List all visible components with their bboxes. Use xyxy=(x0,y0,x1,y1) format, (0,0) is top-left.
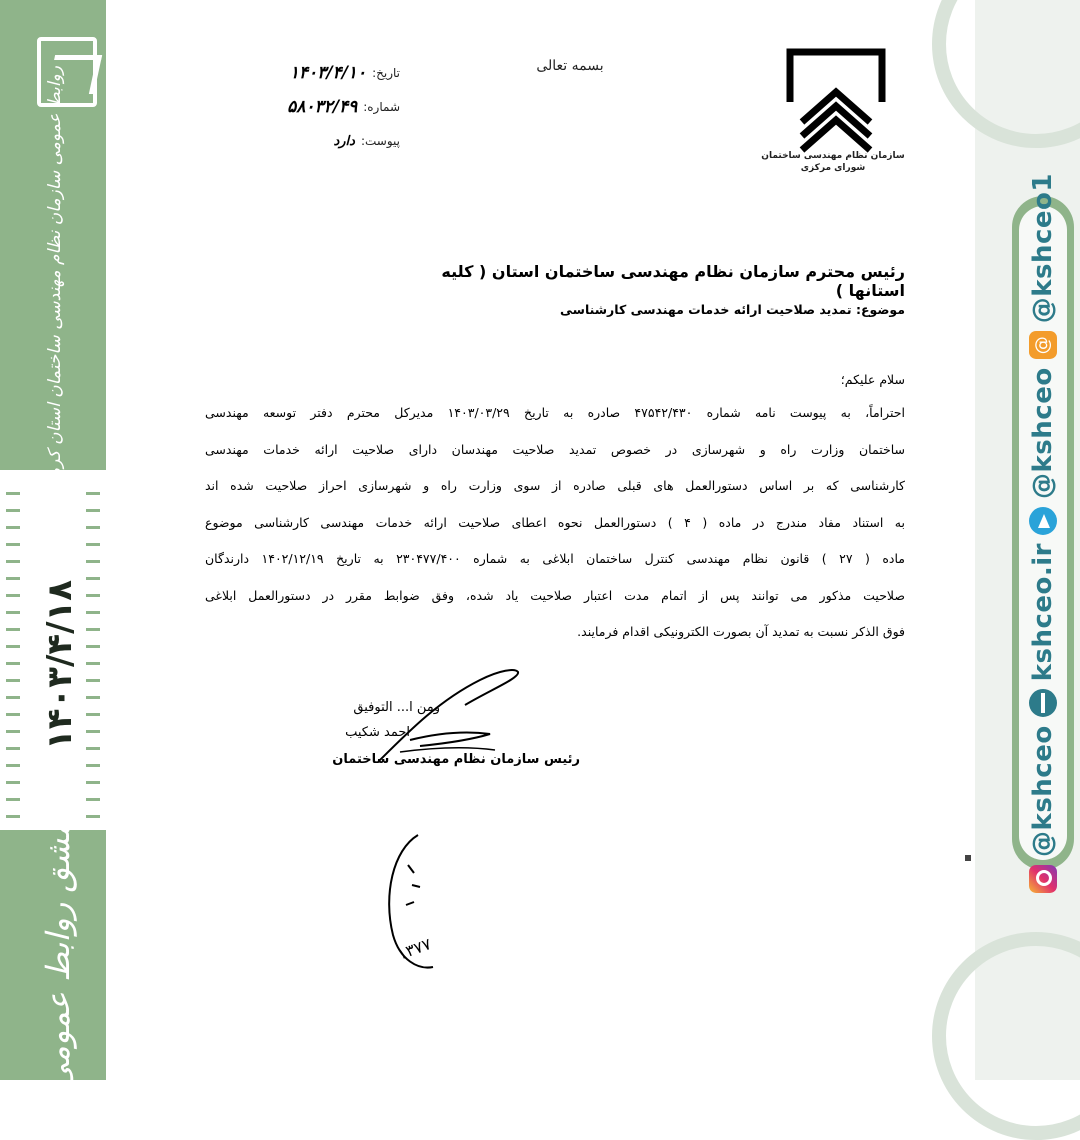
website-icon[interactable] xyxy=(1029,689,1057,717)
telegram-icon[interactable] xyxy=(1029,507,1057,535)
letter-header: بسمه تعالی xyxy=(536,58,604,74)
meta-number-row xyxy=(170,90,400,124)
organization-name: سازمان نظام مهندسی ساختمان شورای مرکزی xyxy=(761,151,905,173)
post-date-text: ۱۴۰۳/۴/۱۸ xyxy=(40,579,80,751)
letter-meta xyxy=(170,56,400,158)
attachment-label: پیوست: xyxy=(360,134,400,148)
left-bottom-caption xyxy=(16,820,100,1090)
website-link[interactable]: kshceo.ir xyxy=(1028,542,1058,682)
instagram-handle[interactable]: @kshceo xyxy=(1028,725,1058,857)
body-line: فوق الذکر نسبت به تمدید آن بصورت الکترونیکی اقدام فرمایند. xyxy=(577,624,905,639)
body-line: به استناد مفاد مندرج در ماده ( ۴ ) دستورالعمل نحوه اعطای صلاحیت ارائه خدمات مهندسی کارشناسی موضوع xyxy=(205,514,905,530)
number-value: ۵۸۰۳۲/۴۹ xyxy=(287,97,358,117)
social-links xyxy=(1019,173,1067,860)
left-top-caption-text: روابط عمومی سازمان نظام مهندسی ساختمان استان کرمانشاه xyxy=(45,65,65,516)
date-label: تاریخ: xyxy=(372,66,400,80)
body-line: کارشناسی که بر اساس دستورالعمل های قبلی صادره از سوی وزارت راه و شهرسازی احراز صلاحیت شده اند xyxy=(205,478,905,493)
letter-greeting: سلام علیکم؛ xyxy=(840,372,905,387)
date-value: ۱۴۰۳/۴/۱۰ xyxy=(289,63,367,83)
instagram-icon[interactable] xyxy=(1029,865,1057,893)
organization-logo-icon xyxy=(784,44,888,154)
left-top-caption xyxy=(40,65,70,516)
meta-date-row xyxy=(170,56,400,90)
left-bottom-caption-text: مشق روابط عمومی xyxy=(39,820,77,1090)
left-strip-dashes-right xyxy=(86,478,100,823)
eitaa-handle[interactable]: @kshceo1 xyxy=(1028,173,1058,324)
telegram-handle[interactable]: @kshceo xyxy=(1028,367,1058,499)
post-date xyxy=(40,560,80,770)
number-label: شماره: xyxy=(363,100,400,114)
letter-body xyxy=(205,395,905,651)
meta-attachment-row xyxy=(170,124,400,158)
body-line: ساختمان وزارت راه و شهرسازی در خصوص تمدید صلاحیت مهندسان دارای صلاحیت ارائه خدمات مهندسی xyxy=(205,441,905,457)
letter-subject: موضوع: تمدید صلاحیت ارائه خدمات مهندسی کارشناسی xyxy=(560,302,905,317)
eitaa-icon[interactable] xyxy=(1029,331,1057,359)
letter-closing: ومن ا... التوفیق xyxy=(353,700,440,715)
body-line: ماده ( ۲۷ ) قانون نظام مهندسی کنترل ساختمان ابلاغی به شماره ۲۳۰۴۷۷/۴۰۰ به تاریخ ۱۴۰۲/۱۲/۱۹ دارندگان xyxy=(205,551,905,566)
signature-block xyxy=(290,700,580,767)
stamp-number: ۱۳۷۷ xyxy=(394,934,434,964)
letter-addressee: رئیس محترم سازمان نظام مهندسی ساختمان استان ( کلیه استانها ) xyxy=(441,262,905,300)
attachment-value: دارد xyxy=(333,133,355,149)
left-strip-dashes xyxy=(6,478,20,823)
body-line: احتراماً، به پیوست نامه شماره ۴۷۵۴۲/۴۳۰ صادره به تاریخ ۱۴۰۳/۰۳/۲۹ مدیرکل محترم دفتر توسعه مهندسی xyxy=(205,405,905,420)
social-links-row xyxy=(1028,173,1058,893)
left-decorative-strip xyxy=(0,0,106,1090)
scan-mark xyxy=(965,855,971,861)
signer-role: رئیس سازمان نظام مهندسی ساختمان xyxy=(332,752,580,767)
signer-name: احمد شکیب xyxy=(345,725,410,740)
body-line: صلاحیت مذکور می توانند پس از اتمام مدت اعتبار صلاحیت یاد شده، وفق ضوابط مقرر در دستورالعمل ابلاغی xyxy=(205,587,905,603)
stamp-icon xyxy=(378,825,478,975)
